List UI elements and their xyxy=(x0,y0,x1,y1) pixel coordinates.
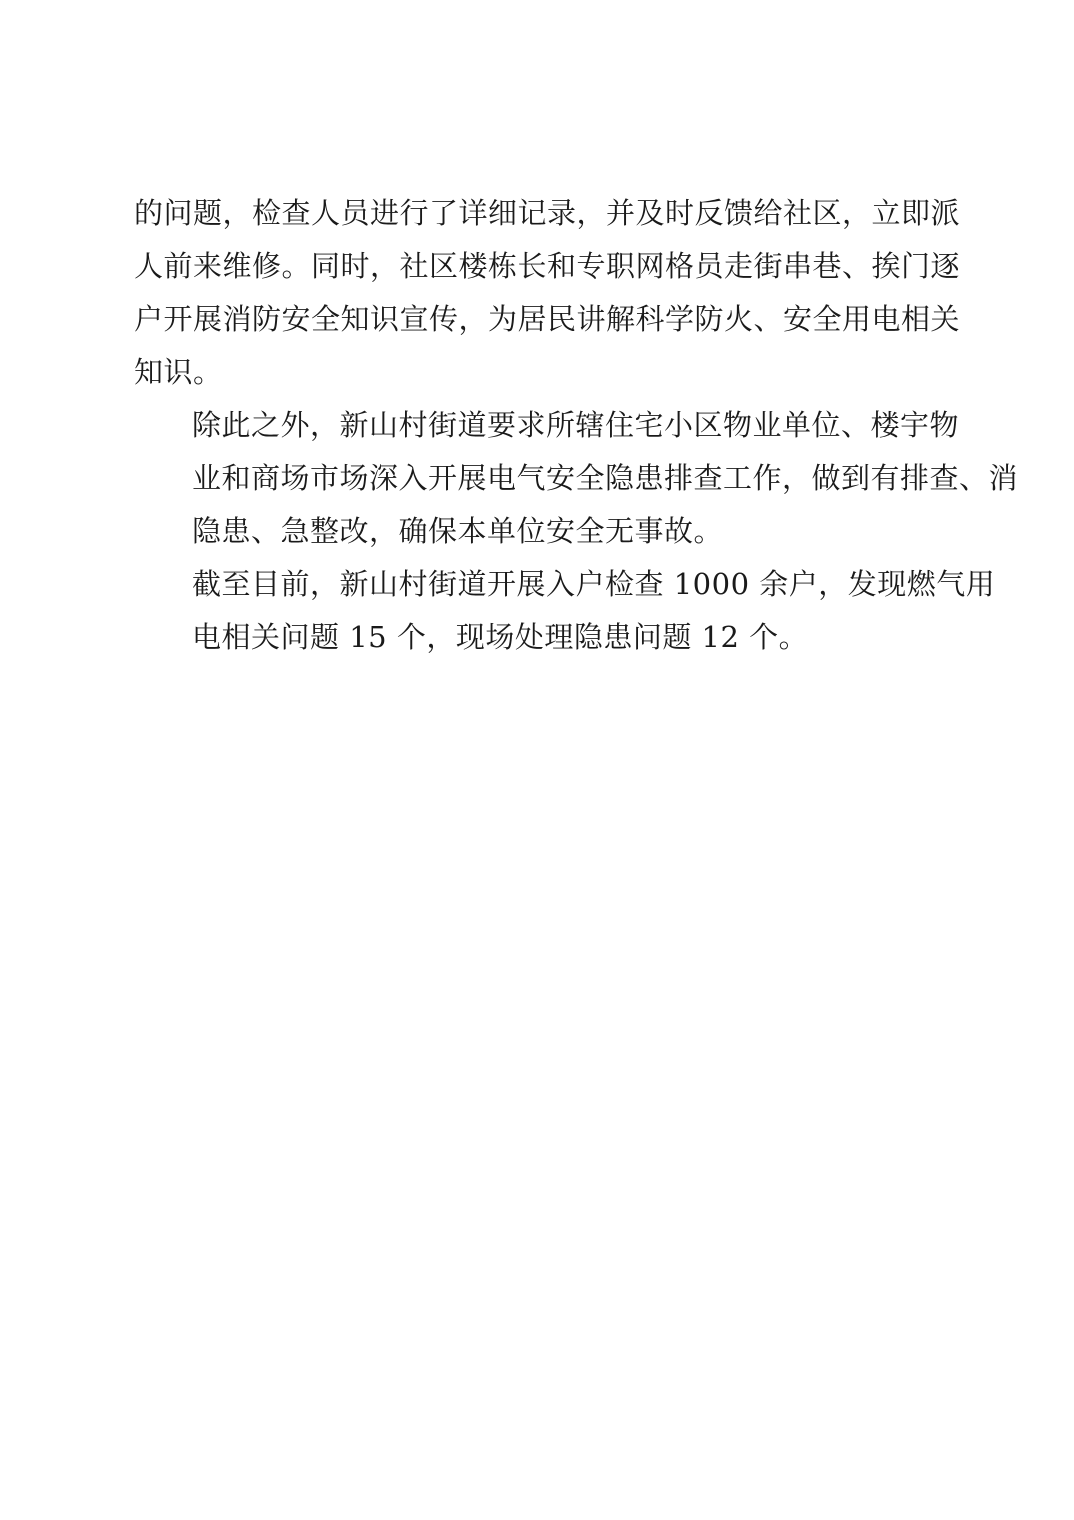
text-line: 人前来维修。同时，社区楼栋长和专职网格员走街串巷、挨门逐 xyxy=(134,249,961,283)
text-line: 除此之外，新山村街道要求所辖住宅小区物业单位、楼宇物 xyxy=(192,408,960,442)
text-line: 户开展消防安全知识宣传，为居民讲解科学防火、安全用电相关 xyxy=(134,302,961,336)
text-line: 隐患、急整改，确保本单位安全无事故。 xyxy=(192,514,724,548)
text-line: 的问题，检查人员进行了详细记录，并及时反馈给社区，立即派 xyxy=(134,196,961,230)
text-line: 电相关问题 15 个，现场处理隐患问题 12 个。 xyxy=(192,620,809,654)
document-body xyxy=(134,187,1019,664)
text-line: 知识。 xyxy=(134,355,223,389)
text-line: 业和商场市场深入开展电气安全隐患排查工作，做到有排查、消 xyxy=(192,461,1019,495)
paragraph-inspection-followup xyxy=(134,187,961,399)
text-line: 截至目前，新山村街道开展入户检查 1000 余户，发现燃气用 xyxy=(192,567,996,601)
paragraph-results-summary xyxy=(134,558,996,664)
paragraph-property-inspection xyxy=(134,399,1019,558)
